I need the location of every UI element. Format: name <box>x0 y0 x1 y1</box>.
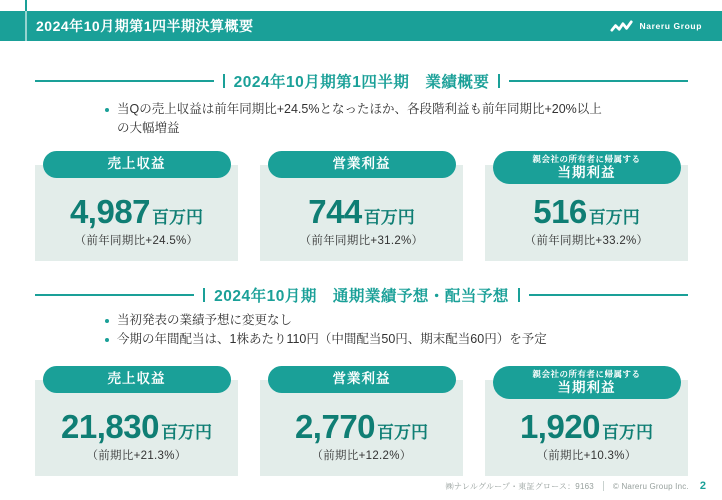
kpi-value-line <box>61 407 212 445</box>
kpi-value: 744 <box>308 192 362 230</box>
nareru-logo <box>610 11 702 41</box>
section1-bullets <box>103 100 603 138</box>
kpi-value: 21,830 <box>61 407 159 445</box>
kpi-unit: 百万円 <box>588 207 640 227</box>
kpi-card-revenue-q1 <box>35 151 238 261</box>
kpi-note: （前年同期比+33.2%） <box>524 234 649 247</box>
kpi-value: 516 <box>533 192 587 230</box>
kpi-value: 1,920 <box>519 407 601 445</box>
heading-line-left <box>35 80 214 82</box>
page-title: 2024年10月期第1四半期決算概要 <box>36 18 254 34</box>
kpi-card-net-profit-q1 <box>485 151 688 261</box>
bullet-item: 当Qの売上収益は前年同期比+24.5%となったほか、各段階利益も前年同期比+20%以上の大幅増益 <box>103 100 603 138</box>
kpi-card-operating-profit-fy <box>260 366 463 476</box>
bullet-item: 当初発表の業績予想に変更なし <box>103 311 603 330</box>
kpi-card-revenue-fy <box>35 366 238 476</box>
kpi-value-line <box>308 192 415 230</box>
header-bar <box>0 11 722 41</box>
section2-heading-text: 2024年10月期 通期業績予想・配当予想 <box>214 288 509 305</box>
kpi-card-net-profit-fy <box>485 366 688 476</box>
footer <box>446 480 706 492</box>
heading-tick-right <box>498 74 500 88</box>
kpi-card-operating-profit-q1 <box>260 151 463 261</box>
kpi-pill <box>493 366 681 399</box>
heading-tick-left <box>203 288 205 302</box>
kpi-note: （前期比+10.3%） <box>536 449 637 462</box>
heading-tick-right <box>518 288 520 302</box>
kpi-pill <box>43 366 231 393</box>
footer-company-text: ㈱ナレルグループ・東証グロース：9163 <box>445 481 594 491</box>
heading-line-right <box>509 80 688 82</box>
kpi-card-body <box>35 165 238 261</box>
page-number: 2 <box>699 480 706 492</box>
kpi-value: 4,987 <box>69 192 151 230</box>
kpi-pill-label: 売上収益 <box>107 371 166 387</box>
bullet-item: 今期の年間配当は、1株あたり110円（中間配当50円、期末配当60円）を予定 <box>103 330 603 349</box>
section1-heading <box>35 70 688 92</box>
kpi-pill <box>43 151 231 178</box>
kpi-card-body <box>35 380 238 476</box>
kpi-note: （前期比+12.2%） <box>311 449 412 462</box>
footer-copyright: © Nareru Group Inc. <box>612 481 689 491</box>
section2-heading <box>35 284 688 306</box>
kpi-value-line <box>533 192 640 230</box>
section1-cards-row <box>35 151 688 261</box>
heading-line-right <box>529 294 688 296</box>
kpi-value-line <box>519 407 654 445</box>
wave-logo-icon <box>610 20 634 33</box>
kpi-pill-label: 当期利益 <box>557 164 616 180</box>
kpi-pill <box>493 151 681 184</box>
kpi-unit: 百万円 <box>602 422 654 442</box>
kpi-pill-label: 営業利益 <box>332 371 391 387</box>
kpi-value: 2,770 <box>294 407 376 445</box>
kpi-unit: 百万円 <box>152 207 204 227</box>
kpi-pill-sublabel: 親会社の所有者に帰属する <box>532 154 641 164</box>
kpi-value-line <box>294 407 429 445</box>
kpi-pill-sublabel: 親会社の所有者に帰属する <box>532 369 641 379</box>
kpi-pill <box>268 366 456 393</box>
kpi-card-body <box>260 380 463 476</box>
logo-text: Nareru Group <box>639 21 702 31</box>
section2-cards-row <box>35 366 688 476</box>
footer-divider <box>603 481 604 491</box>
kpi-note: （前期比+21.3%） <box>86 449 187 462</box>
kpi-pill-label: 売上収益 <box>107 156 166 172</box>
kpi-pill-label: 営業利益 <box>332 156 391 172</box>
kpi-note: （前年同期比+24.5%） <box>74 234 199 247</box>
header-accent-top <box>25 0 27 11</box>
kpi-unit: 百万円 <box>160 422 212 442</box>
kpi-pill <box>268 151 456 178</box>
kpi-card-body <box>260 165 463 261</box>
kpi-note: （前年同期比+31.2%） <box>299 234 424 247</box>
kpi-unit: 百万円 <box>363 207 415 227</box>
section1-heading-text: 2024年10月期第1四半期 業績概要 <box>233 74 490 91</box>
kpi-unit: 百万円 <box>377 422 429 442</box>
header-accent-line <box>25 11 27 41</box>
kpi-value-line <box>69 192 204 230</box>
section2-bullets <box>103 311 603 349</box>
heading-line-left <box>35 294 194 296</box>
kpi-pill-label: 当期利益 <box>557 379 616 395</box>
heading-tick-left <box>223 74 225 88</box>
